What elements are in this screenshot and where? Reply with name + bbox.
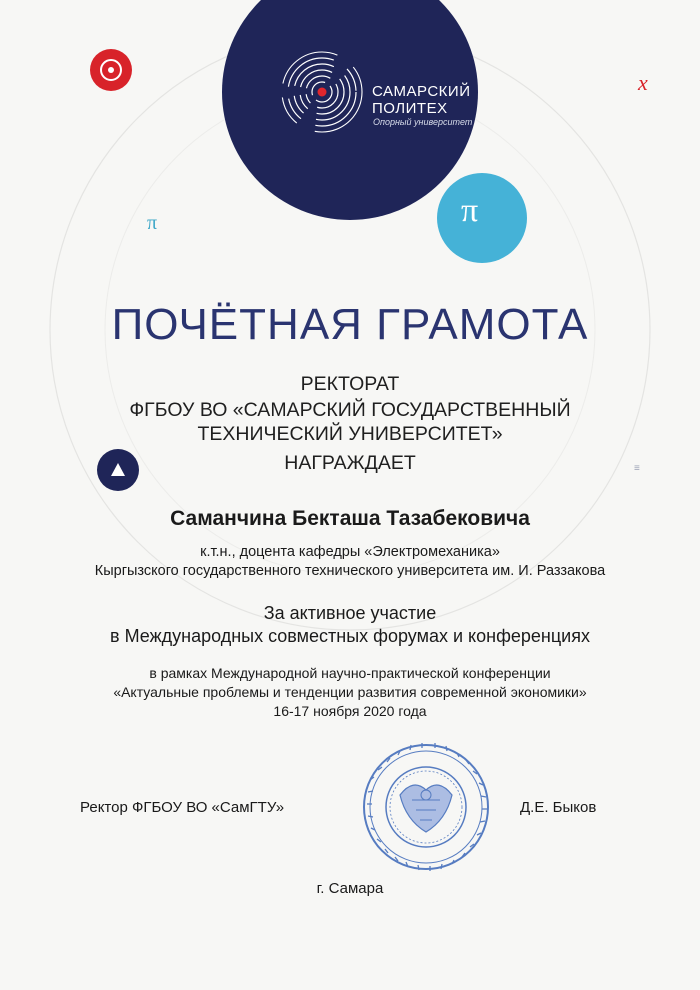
awards-label: НАГРАЖДАЕТ: [284, 452, 416, 474]
university-name-line2: ТЕХНИЧЕСКИЙ УНИВЕРСИТЕТ»: [197, 423, 503, 445]
conference-line2: «Актуальные проблемы и тенденции развития современной экономики»: [113, 684, 587, 700]
pi-symbol-small: π: [147, 212, 158, 234]
rectorate-label: РЕКТОРАТ: [300, 373, 400, 395]
red-orbit-icon: [90, 49, 132, 91]
award-reason-line2: в Международных совместных форумах и конференциях: [110, 626, 590, 646]
lines-glyph: ≡: [634, 463, 640, 474]
rector-name: Д.Е. Быков: [520, 799, 597, 816]
logo-tagline: Опорный университет: [373, 117, 473, 127]
logo-name-line1: САМАРСКИЙ: [372, 83, 471, 100]
certificate-title: ПОЧЁТНАЯ ГРАМОТА: [111, 300, 589, 349]
city-label: г. Самара: [316, 880, 384, 897]
conference-date: 16-17 ноября 2020 года: [273, 703, 427, 719]
pi-circle: [437, 173, 527, 263]
award-reason-line1: За активное участие: [263, 603, 437, 623]
recipient-position-line2: Кыргызского государственного технического университета им. И. Раззакова: [94, 563, 606, 579]
logo-name-line2: ПОЛИТЕХ: [372, 100, 448, 117]
recipient-name: Саманчина Бекташа Тазабековича: [170, 507, 530, 530]
rector-title: Ректор ФГБОУ ВО «СамГТУ»: [80, 799, 285, 816]
x-symbol: x: [638, 70, 648, 95]
official-seal: [364, 743, 488, 871]
university-name-line1: ФГБОУ ВО «САМАРСКИЙ ГОСУДАРСТВЕННЫЙ: [129, 399, 571, 421]
conference-line1: в рамках Международной научно-практической конференции: [149, 665, 551, 681]
pi-symbol: π: [461, 192, 479, 229]
recipient-position-line1: к.т.н., доцента кафедры «Электромеханика»: [200, 544, 500, 560]
